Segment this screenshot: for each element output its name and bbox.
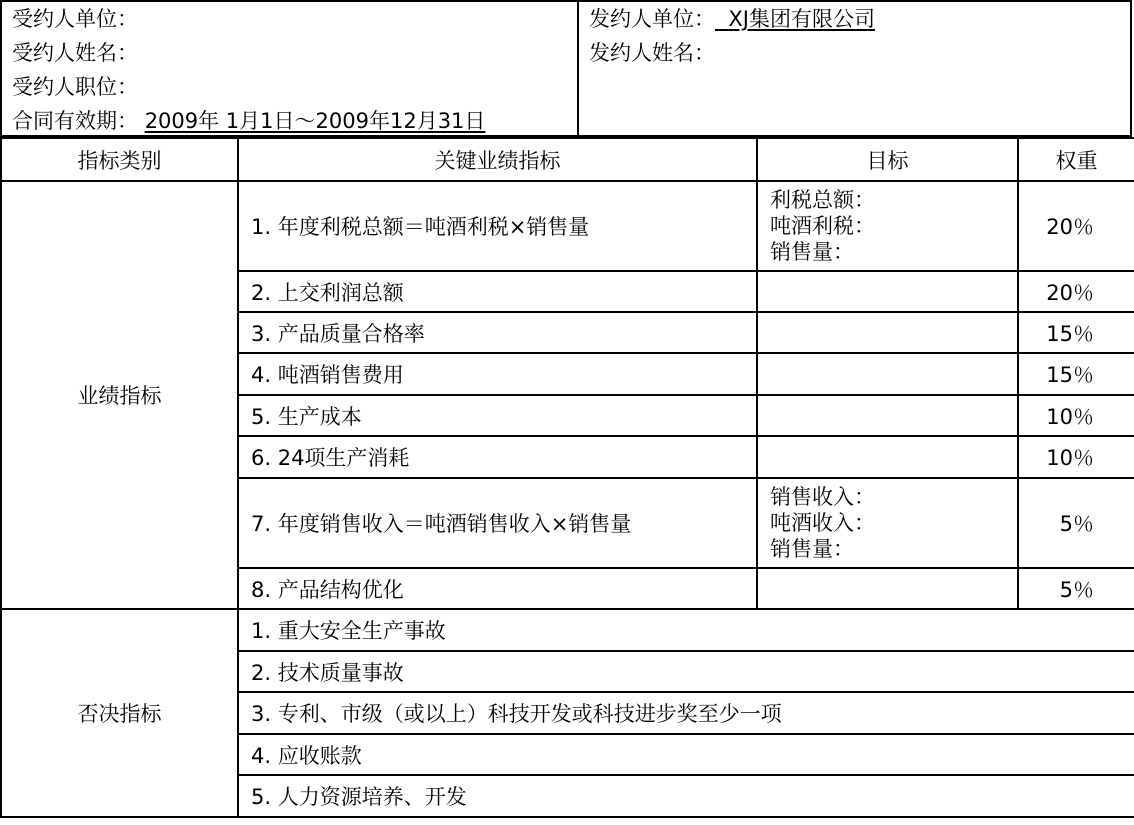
validity-line — [12, 106, 485, 136]
category-performance: 业绩指标 — [1, 181, 238, 609]
kpi-table — [0, 137, 1134, 818]
indicator-cell: 2. 上交利润总额 — [238, 271, 757, 312]
weight-cell: 15％ — [1018, 312, 1134, 353]
weight-cell: 15％ — [1018, 353, 1134, 395]
validity-label: 合同有效期： — [12, 109, 138, 133]
issuer-block — [579, 2, 1130, 135]
veto-item: 3. 专利、市级（或以上）科技开发或科技进步奖至少一项 — [238, 692, 1134, 734]
indicator-cell: 7. 年度销售收入＝吨酒销售收入×销售量 — [238, 478, 757, 568]
veto-item: 1. 重大安全生产事故 — [238, 609, 1134, 651]
table-row — [1, 609, 1134, 651]
weight-cell: 20％ — [1018, 181, 1134, 271]
issuer-unit-label: 发约人单位： — [589, 7, 715, 31]
target-line: 销售收入： — [770, 485, 875, 509]
validity-value: 2009年 1月1日～2009年12月31日 — [144, 109, 486, 133]
weight-cell: 20％ — [1018, 271, 1134, 312]
category-veto: 否决指标 — [1, 609, 238, 817]
weight-cell: 10％ — [1018, 436, 1134, 478]
issuer-unit-line — [589, 4, 875, 34]
recipient-position-label: 受约人职位： — [12, 75, 138, 99]
target-cell — [757, 312, 1018, 353]
table-row — [1, 181, 1134, 271]
target-line: 吨酒利税： — [770, 214, 875, 238]
recipient-block — [2, 2, 579, 135]
recipient-unit-label: 受约人单位： — [12, 7, 138, 31]
column-header-category: 指标类别 — [1, 138, 238, 181]
indicator-cell: 3. 产品质量合格率 — [238, 312, 757, 353]
target-cell — [757, 181, 1018, 271]
target-cell — [757, 478, 1018, 568]
target-line: 销售量： — [770, 240, 854, 264]
target-cell — [757, 395, 1018, 436]
target-cell — [757, 568, 1018, 609]
veto-item: 5. 人力资源培养、开发 — [238, 775, 1134, 817]
contract-header — [0, 0, 1132, 137]
target-line: 销售量： — [770, 537, 854, 561]
weight-cell: 5％ — [1018, 478, 1134, 568]
target-line: 吨酒收入： — [770, 511, 875, 535]
column-header-weight: 权重 — [1018, 138, 1134, 181]
indicator-cell: 1. 年度利税总额＝吨酒利税×销售量 — [238, 181, 757, 271]
column-header-indicator: 关键业绩指标 — [238, 138, 757, 181]
weight-cell: 10％ — [1018, 395, 1134, 436]
indicator-cell: 5. 生产成本 — [238, 395, 757, 436]
target-cell — [757, 436, 1018, 478]
column-header-target: 目标 — [757, 138, 1018, 181]
target-cell — [757, 353, 1018, 395]
issuer-unit-value: XJ集团有限公司 — [728, 7, 875, 31]
target-cell — [757, 271, 1018, 312]
indicator-cell: 4. 吨酒销售费用 — [238, 353, 757, 395]
veto-item: 2. 技术质量事故 — [238, 651, 1134, 692]
weight-cell: 5％ — [1018, 568, 1134, 609]
recipient-name-label: 受约人姓名： — [12, 41, 138, 65]
indicator-cell: 8. 产品结构优化 — [238, 568, 757, 609]
target-line: 利税总额： — [770, 188, 875, 212]
veto-item: 4. 应收账款 — [238, 734, 1134, 775]
table-header-row — [1, 138, 1134, 181]
indicator-cell: 6. 24项生产消耗 — [238, 436, 757, 478]
issuer-name-label: 发约人姓名： — [589, 41, 715, 65]
